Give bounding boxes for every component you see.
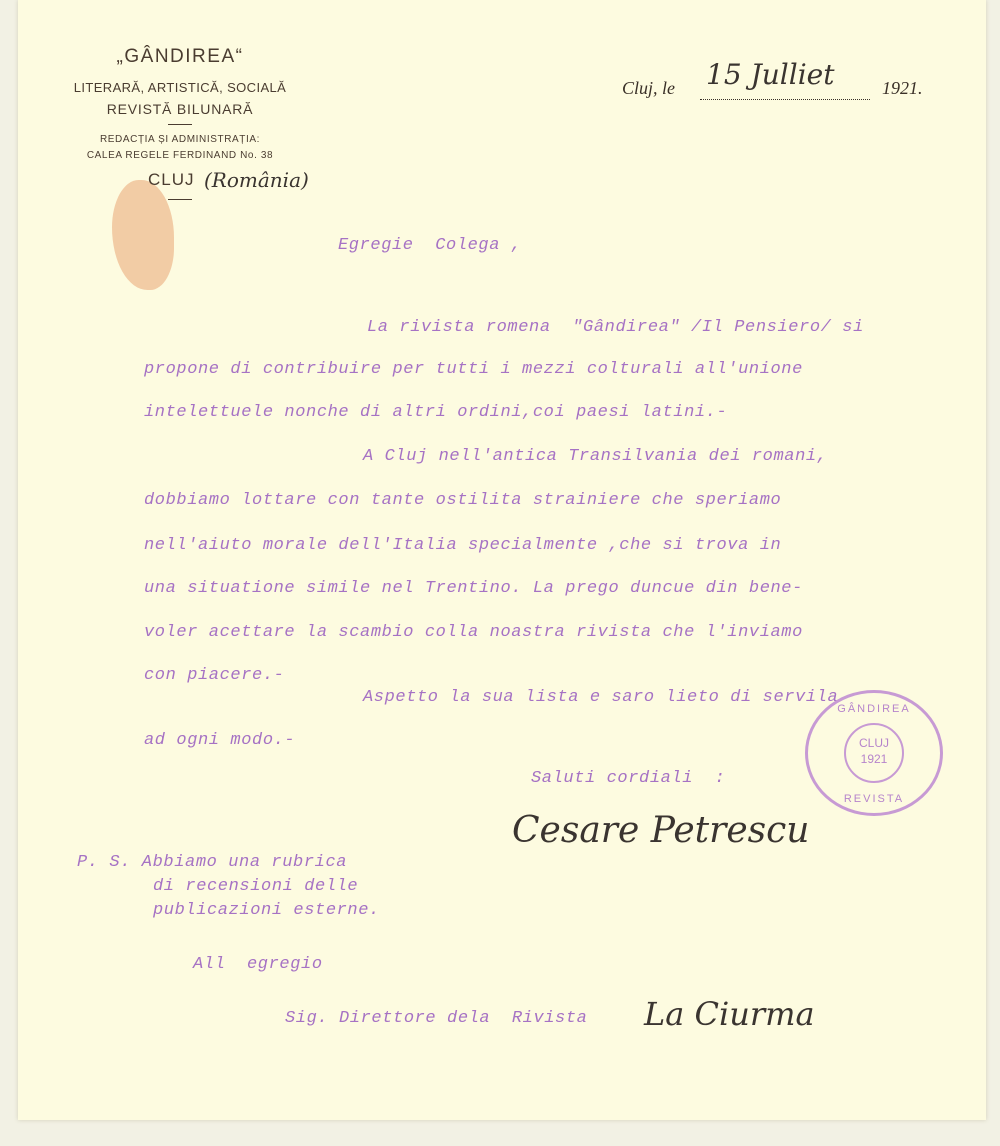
stamp-top-text: GÂNDIREA [837, 703, 911, 715]
date-city: Cluj, le [622, 78, 675, 98]
letterhead-title: „GÂNDIREA“ [116, 46, 244, 67]
postscript-line: di recensioni delle [153, 877, 359, 896]
body-line: voler acettare la scambio colla noastra rivista che l'inviamo [144, 623, 803, 642]
date-year: 1921. [882, 78, 923, 98]
stamp-bottom-text: REVISTA [843, 793, 905, 805]
postscript-line: publicazioni esterne. [153, 901, 380, 920]
letterhead-rule [168, 199, 192, 200]
letterhead-periodicity: REVISTĂ BILUNARĂ [106, 101, 254, 117]
body-line: dobbiamo lottare con tante ostilita strainiere che speriamo [144, 491, 782, 510]
body-line: Aspetto la sua lista e saro lieto di servila [363, 688, 839, 707]
body-line: con piacere.- [144, 666, 285, 685]
letterhead-city: CLUJ [148, 170, 195, 189]
address-line: Sig. Direttore dela Rivista [285, 1009, 588, 1028]
letterhead-address: CALEA REGELE FERDINAND No. 38 [86, 150, 274, 161]
body-line: nell'aiuto morale dell'Italia specialmente ,che si trova in [144, 536, 782, 555]
signature: Cesare Petrescu [512, 810, 810, 851]
postscript-line: P. S. Abbiamo una rubrica [77, 853, 348, 872]
letterhead-subtitle: LITERARĂ, ARTISTICĂ, SOCIALĂ [73, 80, 287, 95]
stamp-inner-circle [844, 723, 904, 783]
body-line: propone di contribuire per tutti i mezzi colturali all'unione [144, 360, 803, 379]
body-line: ad ogni modo.- [144, 731, 296, 750]
stamp-center-year: 1921 [860, 752, 888, 766]
circular-stamp [805, 690, 943, 816]
closing: Saluti cordiali : [531, 769, 726, 788]
salutation: Egregie Colega , [338, 236, 522, 255]
body-line: una situatione simile nel Trentino. La prego duncue din bene- [144, 579, 803, 598]
recipient-handwritten: La Ciurma [644, 995, 815, 1033]
address-line: All egregio [193, 955, 323, 974]
letterhead-country-handwritten: (România) [204, 168, 309, 192]
letterhead-office-label: REDACȚIA ȘI ADMINISTRAȚIA: [99, 134, 261, 145]
letterhead-rule [168, 124, 192, 125]
letter-paper [18, 0, 986, 1120]
body-line: intelettuele nonche di altri ordini,coi paesi latini.- [144, 403, 728, 422]
body-line: A Cluj nell'antica Transilvania dei romani, [363, 447, 828, 466]
stamp-center-text: CLUJ [858, 736, 889, 750]
date-handwritten: 15 Julliet [706, 58, 835, 91]
date-rule [700, 99, 870, 100]
body-line: La rivista romena "Gândirea" /Il Pensiero/ si [367, 318, 864, 337]
